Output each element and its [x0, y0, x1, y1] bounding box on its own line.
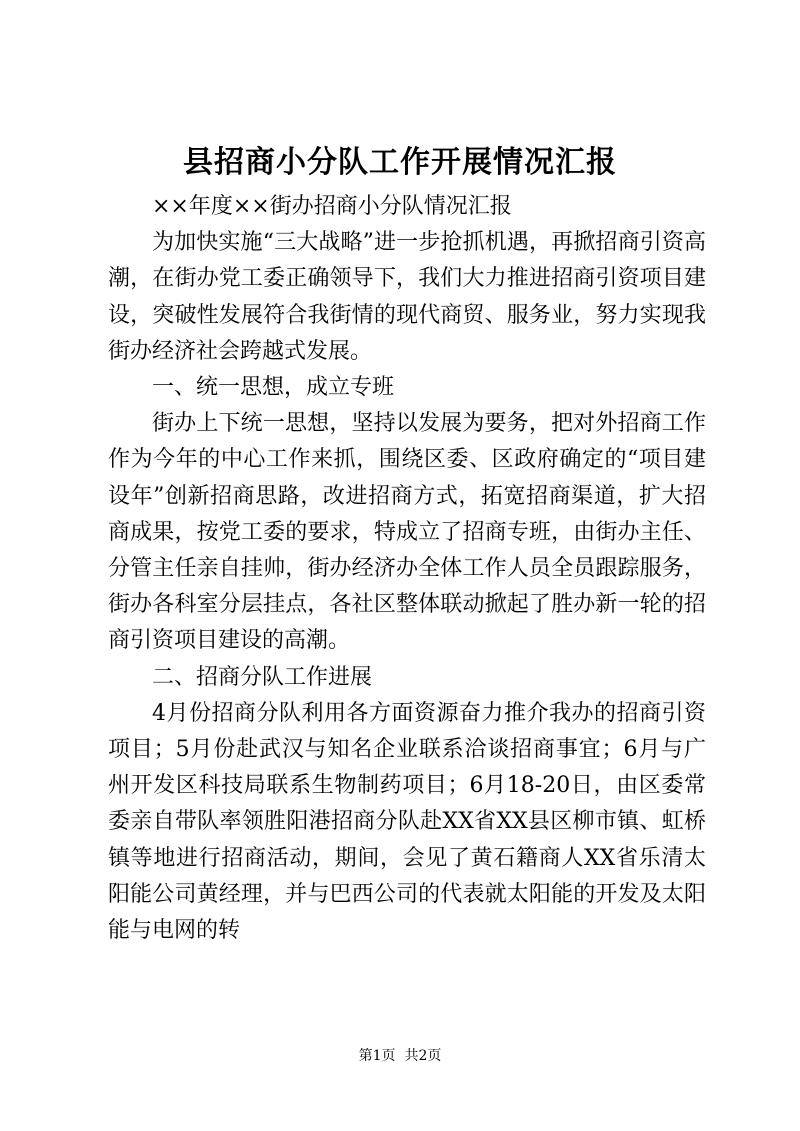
section-2-paragraph: 4月份招商分队利用各方面资源奋力推介我办的招商引资项目；5月份赴武汉与知名企业联系洽谈招商事宜；6月与广州开发区科技局联系生物制药项目；6月18-20日，由区委常委亲自带队率领胜阳港招商分队赴XX省XX县区柳市镇、虹桥镇等地进行招商活动，期间，会见了黄石籍商人XX省乐清太阳能公司黄经理，并与巴西公司的代表就太阳能的开发及太阳能与电网的转 [108, 700, 706, 944]
intro-paragraph: 为加快实施“三大战略”进一步抢抓机遇，再掀招商引资高潮，在街办党工委正确领导下，我们大力推进招商引资项目建设，突破性发展符合我街情的现代商贸、服务业，努力实现我街办经济社会跨越式发展。 [108, 230, 706, 364]
document-body [108, 189, 706, 949]
page-number: 第1页 [358, 1048, 396, 1064]
section-heading-2: 二、招商分队工作进展 [152, 664, 373, 690]
page-footer [0, 1046, 800, 1066]
section-heading-1: 一、统一思想，成立专班 [152, 375, 395, 401]
section-1-paragraph: 街办上下统一思想，坚持以发展为要务，把对外招商工作作为今年的中心工作来抓，围绕区委、区政府确定的“项目建设年”创新招商思路，改进招商方式，拓宽招商渠道，扩大招商成果，按党工委的要求，特成立了招商专班，由街办主任、分管主任亲自挂帅，街办经济办全体工作人员全员跟踪服务，街办各科室分层挂点，各社区整体联动掀起了胜办新一轮的招商引资项目建设的高潮。 [108, 411, 706, 654]
document-title: 县招商小分队工作开展情况汇报 [183, 145, 617, 180]
subtitle-paragraph: ××年度××街办招商小分队情况汇报 [152, 194, 512, 219]
page-total: 共2页 [404, 1048, 442, 1064]
